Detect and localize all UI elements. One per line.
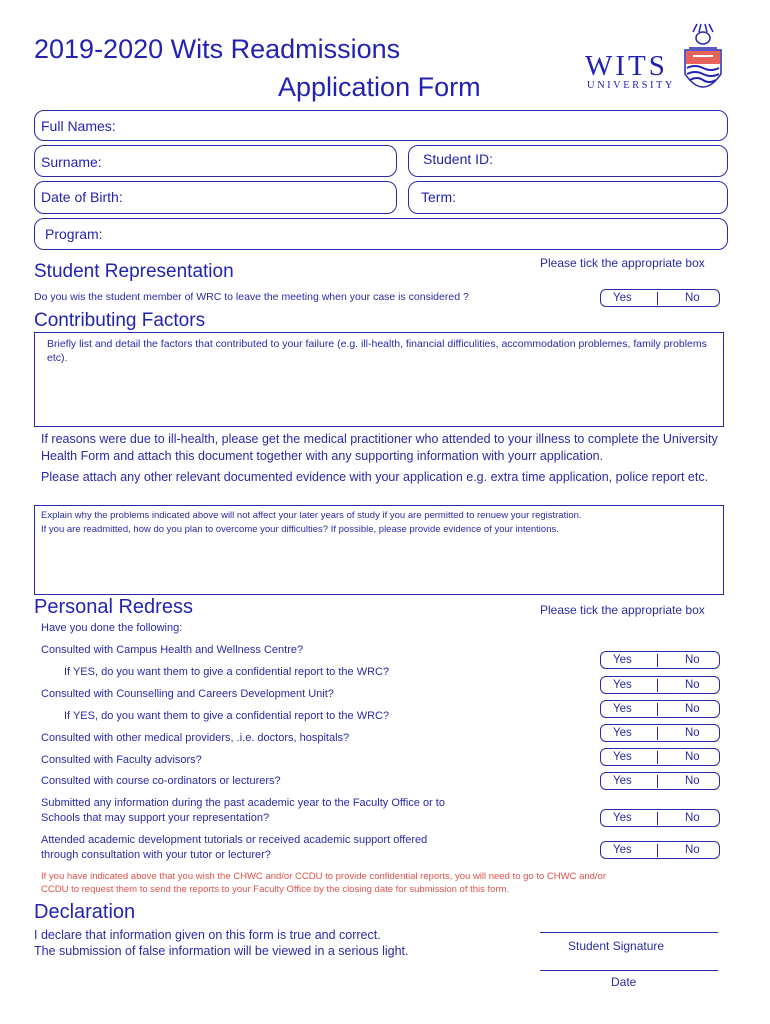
divider [657,844,658,857]
no-option[interactable]: No [685,751,700,763]
redress-intro: Have you done the following: [41,622,183,634]
redress-question: through consultation with your tutor or lecturer? [41,849,271,861]
divider [657,292,658,305]
surname-label: Surname: [41,154,102,170]
form-title-line1: 2019-2020 Wits Readmissions [34,34,401,64]
full-names-field[interactable] [34,110,728,141]
divider [657,812,658,825]
no-option[interactable]: No [685,654,700,666]
student-id-field[interactable] [408,145,728,177]
divider [657,775,658,788]
contributing-factors-hint: Briefly list and detail the factors that contributed to your failure (e.g. ill-health, financial difficulities, accommodation problemes, family problems etc). [47,338,707,364]
no-option[interactable]: No [685,292,700,304]
divider [657,751,658,764]
divider [657,679,658,692]
redress-question: Consulted with course co-ordinators or lecturers? [41,775,281,787]
no-option[interactable]: No [685,727,700,739]
redress-yes-no-toggle[interactable] [600,772,720,790]
redress-yes-no-toggle[interactable] [600,809,720,827]
future-plans-hint-line1: Explain why the problems indicated above will not affect your later years of study if you are permitted to renuew your registration. [41,510,582,521]
divider [657,703,658,716]
wits-crest-icon [679,22,727,102]
redress-question: Schools that may support your representation? [41,812,270,824]
wrc-question: Do you wis the student member of WRC to leave the meeting when your case is considered ? [34,291,469,303]
no-option[interactable]: No [685,775,700,787]
no-option[interactable]: No [685,812,700,824]
program-label: Program: [45,226,103,242]
date-of-birth-label: Date of Birth: [41,189,123,205]
full-names-label: Full Names: [41,118,116,134]
yes-option[interactable]: Yes [613,775,632,787]
redress-yes-no-toggle[interactable] [600,724,720,742]
divider [657,654,658,667]
date-label: Date [611,975,637,989]
wrc-yes-no-toggle[interactable] [600,289,720,307]
divider [657,727,658,740]
date-line[interactable] [540,970,718,971]
confidential-report-note-line1: If you have indicated above that you wish the CHWC and/or CCDU to provide confidential reports, you will need to go to CHWC and/or [41,871,607,882]
redress-question: Consulted with Campus Health and Wellness Centre? [41,644,304,656]
ill-health-note: If reasons were due to ill-health, please get the medical practitioner who attended to your illness to complete the University Health Form and attach this document together with any supporting information with yourr application. [41,432,718,463]
term-field[interactable] [408,181,728,214]
redress-yes-no-toggle[interactable] [600,651,720,669]
date-of-birth-field[interactable] [34,181,397,214]
declaration-line2: The submission of false information will be viewed in a serious light. [34,944,409,958]
wits-wordmark: WITS [585,50,668,82]
no-option[interactable]: No [685,679,700,691]
term-label: Term: [421,189,456,205]
contributing-factors-textarea[interactable] [34,332,724,427]
redress-question: Consulted with Faculty advisors? [41,754,202,766]
redress-tick-note: Please tick the appropriate box [540,603,705,617]
university-wordmark: UNIVERSITY [587,80,675,91]
yes-option[interactable]: Yes [613,727,632,739]
yes-option[interactable]: Yes [613,654,632,666]
no-option[interactable]: No [685,844,700,856]
student-representation-heading: Student Representation [34,261,234,282]
yes-option[interactable]: Yes [613,812,632,824]
yes-option[interactable]: Yes [613,751,632,763]
redress-yes-no-toggle[interactable] [600,700,720,718]
program-field[interactable] [34,218,728,250]
yes-option[interactable]: Yes [613,844,632,856]
signature-label: Student Signature [568,939,665,953]
declaration-heading: Declaration [34,901,136,923]
tick-note: Please tick the appropriate box [540,256,705,270]
future-plans-hint-line2: If you are readmitted, how do you plan to overcome your difficulties? If possible, please provide evidence of your intentions. [41,524,559,535]
contributing-factors-heading: Contributing Factors [34,310,206,331]
redress-question: Attended academic development tutorials or received academic support offered [41,834,428,846]
no-option[interactable]: No [685,703,700,715]
redress-question: Consulted with Counselling and Careers Development Unit? [41,688,334,700]
redress-question: If YES, do you want them to give a confidential report to the WRC? [64,666,390,678]
yes-option[interactable]: Yes [613,679,632,691]
evidence-note: Please attach any other relevant documented evidence with your application e.g. extra time application, police report etc. [41,470,709,484]
form-title-line2: Application Form [278,72,481,102]
redress-yes-no-toggle[interactable] [600,748,720,766]
yes-option[interactable]: Yes [613,703,632,715]
surname-field[interactable] [34,145,397,177]
redress-question: Submitted any information during the past academic year to the Faculty Office or to [41,797,445,809]
redress-question: If YES, do you want them to give a confidential report to the WRC? [64,710,390,722]
signature-line[interactable] [540,932,718,933]
declaration-line1: I declare that information given on this form is true and correct. [34,928,381,942]
future-plans-textarea[interactable] [34,505,724,595]
student-id-label: Student ID: [423,151,494,167]
yes-option[interactable]: Yes [613,292,632,304]
redress-yes-no-toggle[interactable] [600,676,720,694]
confidential-report-note-line2: CCDU to request them to send the reports to your Faculty Office by the closing date for submission of this form. [41,884,510,895]
personal-redress-heading: Personal Redress [34,596,193,618]
redress-yes-no-toggle[interactable] [600,841,720,859]
redress-question: Consulted with other medical providers, .i.e. doctors, hospitals? [41,732,350,744]
